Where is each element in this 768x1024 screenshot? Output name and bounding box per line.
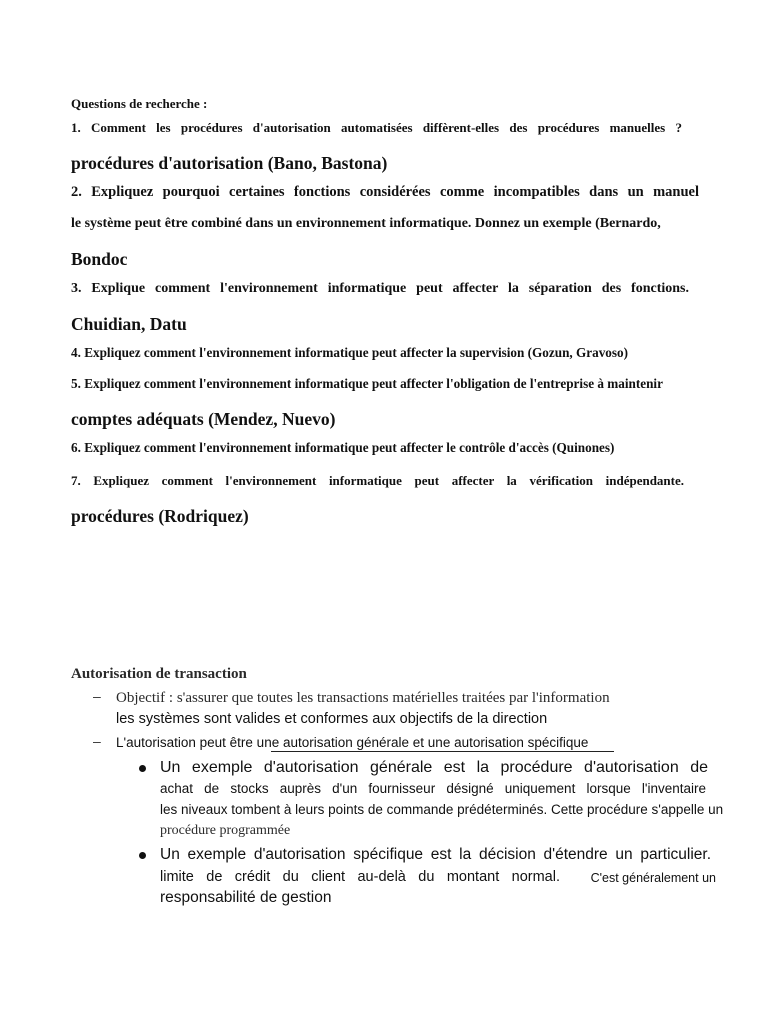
question-3: 3. Explique comment l'environnement informatique peut affecter la séparation des fonctions. <box>71 281 689 296</box>
question-7: 7. Expliquez comment l'environnement informatique peut affecter la vérification indépendante. <box>71 473 684 488</box>
question-5-assignees: comptes adéquats (Mendez, Nuevo) <box>71 409 336 429</box>
question-1-assignees: procédures d'autorisation (Bano, Bastona) <box>71 153 388 173</box>
authorization-types-line <box>116 735 588 750</box>
questions-heading: Questions de recherche : <box>71 96 208 111</box>
question-7-assignees: procédures (Rodriquez) <box>71 506 249 526</box>
general-example-line-1: Un exemple d'autorisation générale est la procédure d'autorisation de <box>160 759 708 776</box>
general-example-line-2: achat de stocks auprès d'un fournisseur désigné uniquement lorsque l'inventaire <box>160 781 706 796</box>
question-2: 2. Expliquez pourquoi certaines fonctions considérées comme incompatibles dans un manuel <box>71 184 699 200</box>
specific-example-line-2b: C'est généralement un <box>590 871 716 885</box>
authorization-types-prefix: L'autorisation peut être u <box>116 735 265 750</box>
question-6: 6. Expliquez comment l'environnement informatique peut affecter le contrôle d'accès (Quinones) <box>71 440 615 455</box>
specific-example-line-1: Un exemple d'autorisation spécifique est la décision d'étendre un particulier. <box>160 846 711 863</box>
dash-bullet-2: – <box>93 733 101 749</box>
question-2-continuation: le système peut être combiné dans un environnement informatique. Donnez un exemple (Bernardo, <box>71 216 661 231</box>
section-heading: Autorisation de transaction <box>71 666 247 682</box>
objective-line-1: Objectif : s'assurer que toutes les transactions matérielles traitées par l'information <box>116 690 610 706</box>
authorization-types-underlined: ne autorisation générale et une autorisation spécifique <box>264 735 589 750</box>
general-example-line-4: procédure programmée <box>160 823 291 838</box>
objective-line-2: les systèmes sont valides et conformes aux objectifs de la direction <box>116 711 548 727</box>
question-2-assignees: Bondoc <box>71 249 128 269</box>
bullet-dot-1 <box>139 765 146 772</box>
specific-example-line-2 <box>160 869 716 885</box>
specific-example-line-2a: limite de crédit du client au-delà du montant normal. <box>160 869 560 885</box>
specific-example-line-3: responsabilité de gestion <box>160 889 332 906</box>
question-4: 4. Expliquez comment l'environnement informatique peut affecter la supervision (Gozun, Gravoso) <box>71 345 629 360</box>
bullet-dot-2 <box>139 852 146 859</box>
underline-rule <box>271 751 614 752</box>
general-example-line-3: les niveaux tombent à leurs points de commande prédéterminés. Cette procédure s'appelle un <box>160 802 724 817</box>
question-3-assignees: Chuidian, Datu <box>71 314 187 334</box>
dash-bullet-1: – <box>93 688 101 704</box>
question-5: 5. Expliquez comment l'environnement informatique peut affecter l'obligation de l'entreprise à maintenir <box>71 376 663 391</box>
question-1: 1. Comment les procédures d'autorisation automatisées diffèrent-elles des procédures manuelles ? <box>71 120 682 135</box>
